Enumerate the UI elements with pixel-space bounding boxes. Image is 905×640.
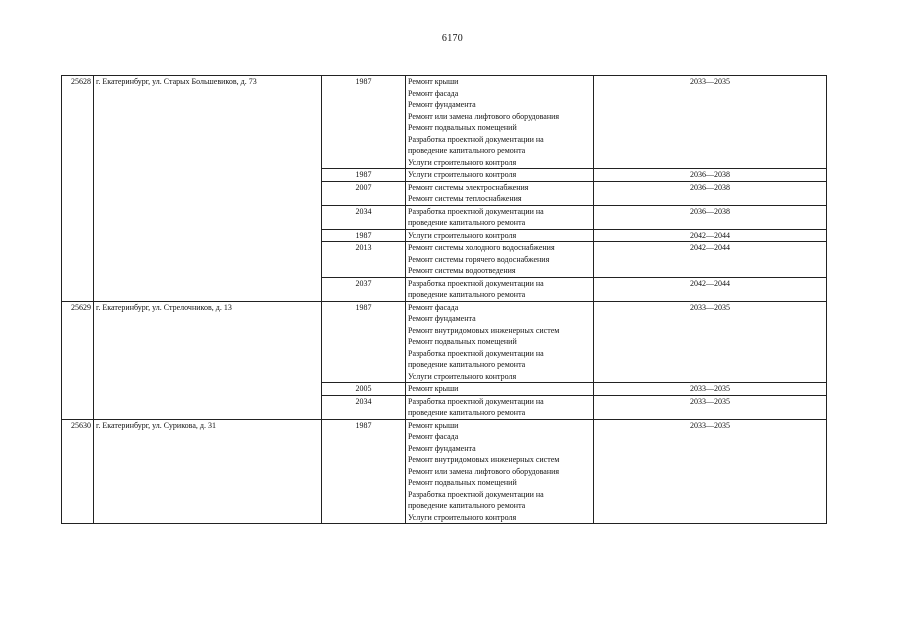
works-cell: [406, 419, 594, 524]
work-item: Ремонт внутридомовых инженерных систем: [408, 455, 560, 464]
works-cell: [406, 277, 594, 301]
building-id-cell: 25630: [62, 419, 94, 524]
year-cell: 2034: [322, 395, 406, 419]
period-cell: 2042—2044: [594, 277, 827, 301]
year-cell: 2007: [322, 181, 406, 205]
work-item: Услуги строительного контроля: [408, 230, 517, 240]
work-item: проведение капитального ремонта: [408, 501, 526, 510]
year-cell: 2005: [322, 383, 406, 396]
work-item: Ремонт или замена лифтового оборудования: [408, 466, 560, 476]
building-address-cell: г. Екатеринбург, ул. Сурикова, д. 31: [94, 419, 322, 524]
works-cell: [406, 395, 594, 419]
work-item: Ремонт фасада: [408, 432, 459, 441]
works-cell: [406, 383, 594, 396]
work-item: Услуги строительного контроля: [408, 170, 517, 179]
capital-repair-table: [61, 75, 827, 524]
works-cell: [406, 229, 594, 242]
period-cell: 2042—2044: [594, 242, 827, 278]
period-cell: 2042—2044: [594, 229, 827, 242]
work-item: Разработка проектной документации на: [408, 278, 544, 288]
period-cell: 2033—2035: [594, 419, 827, 524]
period-cell: 2036—2038: [594, 205, 827, 229]
work-item: Разработка проектной документации на: [408, 134, 544, 144]
work-item: Разработка проектной документации на: [408, 348, 544, 358]
period-cell: 2033—2035: [594, 76, 827, 169]
period-cell: 2036—2038: [594, 181, 827, 205]
work-item: проведение капитального ремонта: [408, 146, 526, 155]
table-row: [62, 419, 827, 524]
works-cell: [406, 301, 594, 383]
period-cell: 2033—2035: [594, 383, 827, 396]
work-item: проведение капитального ремонта: [408, 408, 526, 417]
work-item: Разработка проектной документации на: [408, 206, 544, 216]
table-row: [62, 301, 827, 383]
work-item: Услуги строительного контроля: [408, 157, 517, 167]
year-cell: 1987: [322, 301, 406, 383]
work-item: Ремонт фасада: [408, 88, 459, 98]
work-item: проведение капитального ремонта: [408, 218, 526, 227]
work-item: Ремонт фасада: [408, 302, 459, 312]
year-cell: 2013: [322, 242, 406, 278]
work-item: Услуги строительного контроля: [408, 371, 517, 381]
work-item: Ремонт фундамента: [408, 100, 476, 109]
work-item: Ремонт крыши: [408, 77, 459, 86]
work-item: Ремонт подвальных помещений: [408, 337, 517, 346]
work-item: Ремонт фундамента: [408, 443, 476, 453]
work-item: Ремонт подвальных помещений: [408, 123, 517, 132]
year-cell: 1987: [322, 169, 406, 182]
work-item: Ремонт системы водоотведения: [408, 266, 516, 275]
work-item: Разработка проектной документации на: [408, 489, 544, 499]
year-cell: 1987: [322, 76, 406, 169]
work-item: Услуги строительного контроля: [408, 512, 517, 522]
works-cell: [406, 181, 594, 205]
work-item: Ремонт или замена лифтового оборудования: [408, 111, 560, 121]
building-address-cell: г. Екатеринбург, ул. Стрелочников, д. 13: [94, 301, 322, 419]
work-item: Ремонт подвальных помещений: [408, 478, 517, 487]
table-body: [62, 76, 827, 524]
work-item: Ремонт системы горячего водоснабжения: [408, 254, 550, 264]
building-id-cell: 25628: [62, 76, 94, 302]
page-number: 6170: [441, 33, 464, 44]
works-cell: [406, 169, 594, 182]
period-cell: 2036—2038: [594, 169, 827, 182]
work-item: Ремонт системы холодного водоснабжения: [408, 243, 555, 252]
year-cell: 2034: [322, 205, 406, 229]
works-cell: [406, 76, 594, 169]
works-cell: [406, 205, 594, 229]
table-row: [62, 76, 827, 169]
year-cell: 1987: [322, 229, 406, 242]
period-cell: 2033—2035: [594, 301, 827, 383]
work-item: Ремонт системы теплоснабжения: [408, 194, 522, 203]
work-item: Ремонт внутридомовых инженерных систем: [408, 325, 560, 335]
work-item: Ремонт системы электроснабжения: [408, 182, 529, 192]
period-cell: 2033—2035: [594, 395, 827, 419]
work-item: Ремонт крыши: [408, 384, 459, 393]
year-cell: 2037: [322, 277, 406, 301]
work-item: Разработка проектной документации на: [408, 396, 544, 406]
work-item: Ремонт крыши: [408, 420, 459, 430]
work-item: проведение капитального ремонта: [408, 360, 526, 369]
works-cell: [406, 242, 594, 278]
building-id-cell: 25629: [62, 301, 94, 419]
work-item: Ремонт фундамента: [408, 314, 476, 323]
year-cell: 1987: [322, 419, 406, 524]
work-item: проведение капитального ремонта: [408, 290, 526, 299]
building-address-cell: г. Екатеринбург, ул. Старых Большевиков, д. 73: [94, 76, 322, 302]
